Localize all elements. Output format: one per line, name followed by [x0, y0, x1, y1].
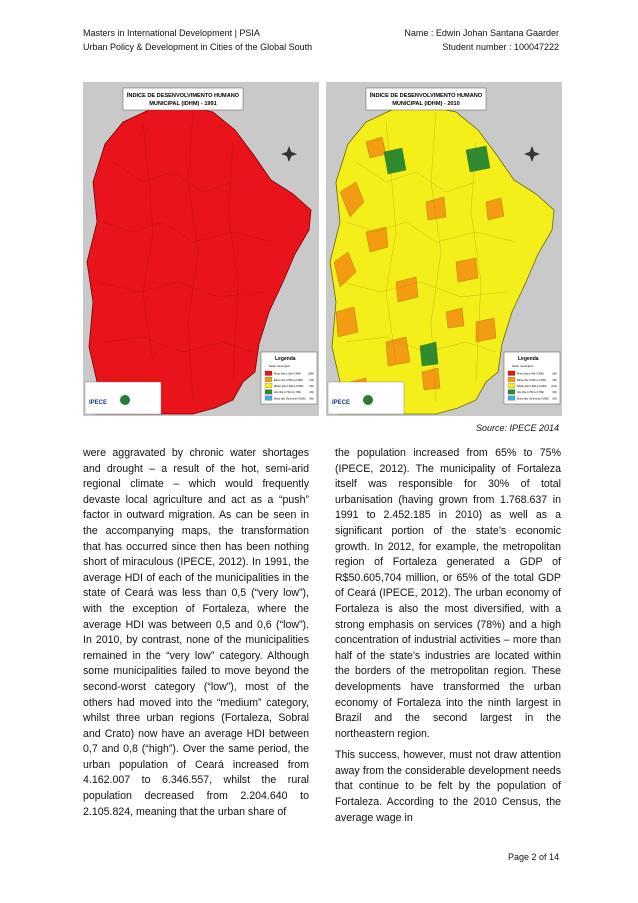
legend-count: (00) — [309, 397, 314, 401]
legend-swatch — [508, 390, 515, 395]
map-1991-title-1: ÍNDICE DE DESENVOLVIMENTO HUMANO — [126, 93, 240, 99]
paragraph: This success, however, must not draw attention away from the considerable development needs that continue to be felt by the population of Fortaleza. According to the 2010 Census, the average wage in — [335, 749, 561, 824]
header-right — [404, 27, 559, 54]
legend-count: (131) — [550, 385, 557, 388]
hdi-map-2010-graphic — [326, 82, 562, 416]
legend-swatch — [265, 377, 272, 382]
hdi-map-2010 — [326, 82, 562, 416]
map-2010-agency-logo: IPECE — [332, 400, 351, 406]
map-2010-title-1: ÍNDICE DE DESENVOLVIMENTO HUMANO — [369, 93, 483, 99]
government-seal-icon — [120, 395, 130, 405]
legend-count: (04) — [309, 378, 314, 382]
legend-label: Muito baixo (Até 0,499) — [517, 372, 544, 376]
legend-label: Médio (De 0,600 a 0,699) — [274, 385, 304, 388]
legend-label: Alto (De 0,700 a 0,799) — [274, 391, 301, 395]
hdi-map-1991 — [83, 82, 319, 416]
legend-swatch — [508, 396, 515, 401]
paragraph: the population increased from 65% to 75% (IPECE, 2012). The municipality of Fortaleza itself was responsible for 30% of total urbanisation (having grown from 1.768.637 in 1991 to 2.452.185 in 2010) as well as a significant portion of the state’s economic growth. In 2012, for example, the metropolitan region of Fortaleza generated a GDP of R$50.605,704 million, or 65% of the total GDP of Ceará (IPECE, 2012). The urban economy of Fortaleza is also the most diversified, with a strong emphasis on services (78%) and a high concentration of industrial activities – more than half of the state’s industries are located within the borders of the metropolitan region. These developments have transformed the urban economy of Fortaleza into the ninth largest in Brazil and the second largest in the northeastern region. — [335, 447, 561, 740]
legend-count: (00) — [552, 397, 557, 401]
paragraph: were aggravated by chronic water shortages and drought – a result of the hot, semi-arid regional climate – which would frequently devaste local agriculture and act as a “push” factor in outward migration. As can be seen in the accompanying maps, the transformation that has occurred since then has been nothing short of miraculous (IPECE, 2012). In 1991, the average HDI of each of the municipalities in the state of Ceará was less than 0,5 (“very low”), with the exception of Fortaleza, where the average HDI was between 0,5 and 0,6 (“low”). In 2010, by contrast, none of the municipalities remained in the “very low” category. Although some municipalities failed to move beyond the second-worst category (“low”), most of the others had moved into the “medium” category, whilst three urban regions (Fortaleza, Sobral and Crato) now have an average HDI between 0,7 and 0,8 (“high”). Over the same period, the urban population of Ceará increased from 4.162.007 to 6.346.557, whilst the rural population decreased from 2.204.640 to 2.105.824, meaning that the urban share of — [83, 447, 309, 818]
legend-count: (00) — [309, 385, 314, 388]
legend-label: Baixo (De 0,500 a 0,599) — [517, 378, 546, 382]
author-name: Name : Edwin Johan Santana Gaarder — [404, 28, 559, 38]
header-left — [83, 27, 312, 54]
map-1991-legend-title: Legenda — [275, 356, 296, 362]
map-2010-title-2: MUNICIPAL (IDHM) - 2010 — [392, 101, 460, 107]
legend-swatch — [508, 383, 515, 388]
legend-label: Muito alto (Acima de 0,800) — [517, 397, 549, 401]
student-number: Student number : 100047222 — [442, 41, 559, 52]
government-seal-icon — [363, 395, 373, 405]
body-column-left — [83, 446, 309, 826]
legend-swatch — [508, 377, 515, 382]
hdi-map-1991-graphic — [83, 82, 319, 416]
legend-count: (00) — [552, 372, 557, 376]
legend-label: Muito alto (Acima de 0,800) — [274, 397, 306, 401]
body-column-right — [335, 446, 561, 832]
map-1991-title-2: MUNICIPAL (IDHM) - 1991 — [149, 101, 217, 107]
legend-count: (03) — [552, 391, 557, 395]
legend-swatch — [265, 371, 272, 376]
legend-swatch — [508, 371, 515, 376]
map-1991-agency-logo: IPECE — [89, 400, 108, 406]
legend-label: Médio (De 0,600 a 0,699) — [517, 385, 547, 388]
legend-label: Alto (De 0,700 a 0,799) — [517, 391, 544, 395]
course-title: Masters in International Development | PSIA — [83, 28, 260, 38]
legend-count: (180) — [307, 372, 314, 376]
map-2010-legend-title: Legenda — [518, 356, 539, 362]
hdi-maps-figure — [83, 82, 561, 416]
page-number: Page 2 of 14 — [507, 852, 559, 862]
course-subtitle: Urban Policy & Development in Cities of the Global South — [83, 41, 313, 52]
figure-source: Source: IPECE 2014 — [475, 423, 559, 433]
map-1991-legend-sub: Sede municipal — [269, 364, 290, 368]
legend-count: (50) — [552, 378, 557, 382]
legend-count: (00) — [309, 391, 314, 395]
map-2010-legend-sub: Sede municipal — [512, 364, 533, 368]
legend-label: Muito baixo (Até 0,499) — [274, 372, 301, 376]
legend-label: Baixo (De 0,500 a 0,599) — [274, 378, 303, 382]
legend-swatch — [265, 396, 272, 401]
legend-swatch — [265, 390, 272, 395]
legend-swatch — [265, 383, 272, 388]
